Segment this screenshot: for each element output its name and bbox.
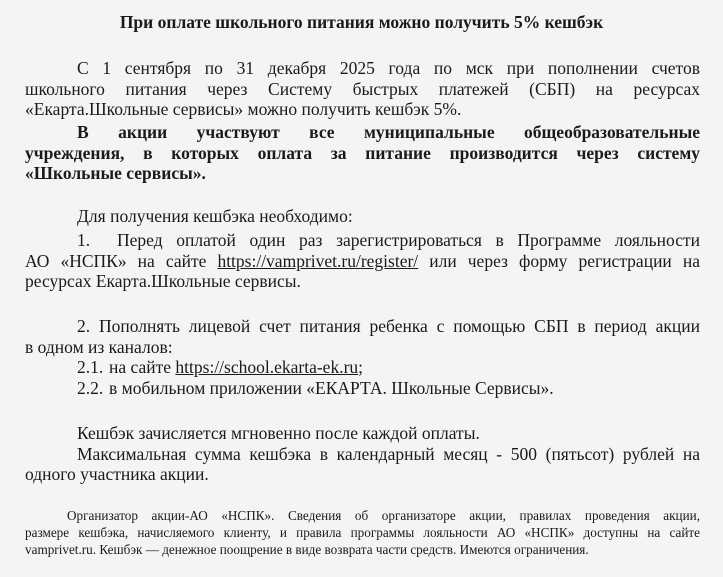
footer-line-2: размере кешбэка, начисляемого клиенту, и правила программы лояльности АО «НСПК» доступны на сайте — [25, 525, 700, 540]
step-2-line-1: 2. Пополнять лицевой счет питания ребенка с помощью СБП в период акции — [77, 316, 700, 336]
participants-line-2: учреждения, в которых оплата за питание производится через систему — [25, 142, 700, 163]
cashback-line-1: Кешбэк зачисляется мгновенно после каждой оплаты. — [77, 423, 480, 443]
step-1-line-3: ресурсах Екарта.Школьные сервисы. — [25, 271, 301, 291]
intro-line-3: «Екарта.Школьные сервисы» можно получить кешбэк 5%. — [25, 99, 462, 119]
step-1-number: 1. — [77, 230, 91, 250]
cashback-line-3: одного участника акции. — [25, 464, 209, 484]
requirements-heading: Для получения кешбэка необходимо: — [77, 206, 353, 226]
footer-disclaimer — [25, 507, 700, 558]
participants-line-1: В акции участвуют все муниципальные общеобразовательные — [77, 122, 700, 142]
channel-item-1: 2.1. на сайте https://school.ekarta-ek.ru; — [77, 357, 364, 377]
intro-line-2: школьного питания через Систему быстрых платежей (СБП) на ресурсах — [25, 78, 700, 99]
intro-line-1: С 1 сентября по 31 декабря 2025 года по мск при пополнении счетов — [77, 58, 700, 78]
register-link[interactable]: https://vamprivet.ru/register/ — [217, 250, 419, 271]
footer-line-3: vamprivet.ru. Кешбэк — денежное поощрение в виде возврата части средств. Имеются ограничения. — [25, 542, 589, 557]
intro-paragraph — [25, 58, 700, 120]
participants-line-3: «Школьные сервисы». — [25, 163, 206, 183]
requirements-step-1 — [25, 230, 700, 292]
footer-line-1: Организатор акции-АО «НСПК». Сведения об организаторе акции, правилах проведения акции, — [67, 508, 700, 523]
channel-item-2: 2.2. в мобильном приложении «ЕКАРТА. Школьные Сервисы». — [77, 377, 554, 398]
school-site-link[interactable]: https://school.ekarta-ek.ru — [175, 357, 359, 377]
cashback-line-2: Максимальная сумма кешбэка в календарный месяц - 500 (пятьсот) рублей на — [77, 443, 700, 464]
page-title: При оплате школьного питания можно получить 5% кешбэк — [119, 12, 604, 32]
step-1-line-1: 1. Перед оплатой один раз зарегистрироваться в Программе лояльности — [77, 230, 700, 250]
participants-paragraph — [25, 122, 700, 184]
step-2-line-2: в одном из каналов: — [25, 336, 173, 357]
step-1-line-2: АО «НСПК» на сайте https://vamprivet.ru/register/ или через форму регистрации на — [25, 250, 700, 271]
requirements-step-2 — [25, 316, 700, 398]
cashback-paragraph — [25, 423, 700, 485]
